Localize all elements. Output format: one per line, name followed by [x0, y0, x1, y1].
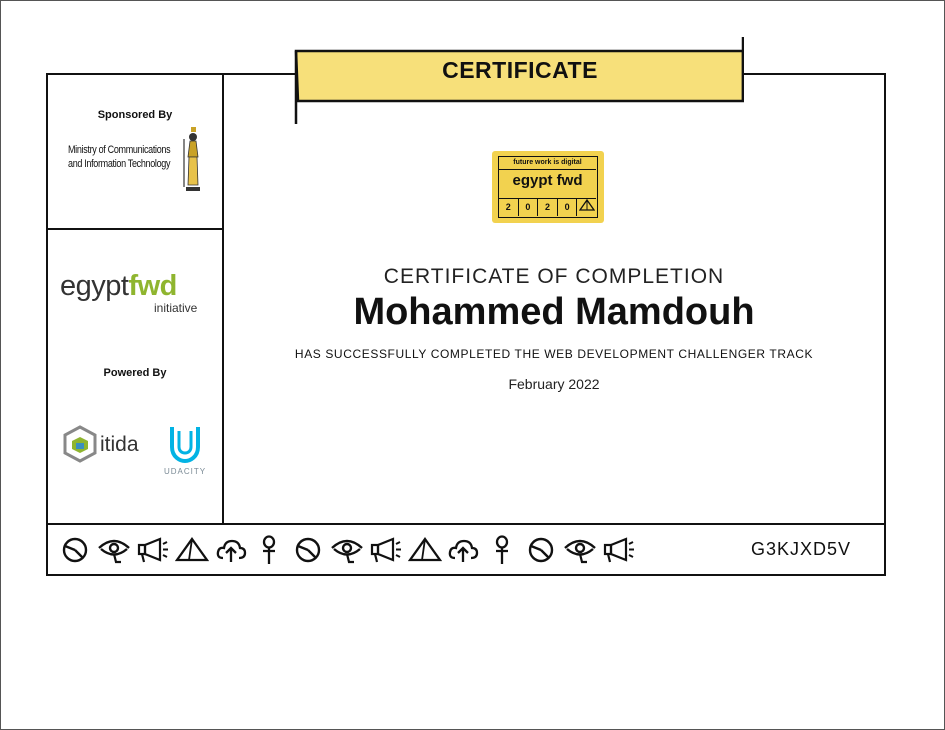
badge-pyramid-icon: [577, 199, 596, 216]
pie-icon: [56, 534, 95, 566]
badge-year-digit: 0: [519, 199, 539, 216]
udacity-wordmark: UDACITY: [164, 467, 207, 476]
badge-year-digit: 0: [558, 199, 578, 216]
ministry-line-2: and Information Technology: [68, 158, 171, 170]
initiative-label: initiative: [154, 301, 198, 315]
pyramid-icon: [405, 534, 444, 566]
icon-strip: [48, 523, 884, 574]
fwd-word: fwd: [128, 270, 177, 302]
eye-icon: [328, 534, 367, 566]
sponsored-by-label: Sponsored By: [97, 109, 173, 121]
certificate-title: CERTIFICATE OF COMPLETION: [383, 265, 725, 288]
badge-year-digit: 2: [499, 199, 519, 216]
ankh-icon: [483, 534, 522, 566]
eye-icon: [95, 534, 134, 566]
sponsor-box: [48, 75, 222, 230]
completion-description: HAS SUCCESSFULLY COMPLETED THE WEB DEVELOPMENT CHALLENGER TRACK: [294, 347, 814, 361]
recipient-name: Mohammed Mamdouh: [353, 291, 755, 333]
ankh-icon: [250, 534, 289, 566]
ministry-line-1: Ministry of Communications: [68, 144, 171, 156]
badge-tagline: future work is digital: [499, 157, 596, 170]
egypt-fwd-badge: [492, 151, 604, 223]
pie-icon: [522, 534, 561, 566]
sidebar: [48, 75, 224, 523]
eye-icon: [560, 534, 599, 566]
powered-by-label: Powered By: [103, 367, 167, 379]
megaphone-icon: [134, 534, 173, 566]
completion-date: February 2022: [508, 376, 600, 392]
pyramid-icon: [172, 534, 211, 566]
itida-icon: [62, 425, 98, 465]
certificate-frame: [46, 73, 886, 576]
megaphone-icon: [599, 534, 638, 566]
certificate-code: G3KJXD5V: [751, 539, 852, 559]
cloud-upload-icon: [211, 534, 250, 566]
cloud-upload-icon: [444, 534, 483, 566]
ministry-logo-text: [68, 143, 170, 171]
badge-name: egypt fwd: [512, 172, 583, 189]
pie-icon: [289, 534, 328, 566]
badge-frame: [498, 156, 598, 218]
pharaoh-icon: [180, 127, 206, 193]
itida-wordmark: itida: [100, 433, 139, 456]
egypt-word: egypt: [60, 270, 129, 302]
udacity-icon: [166, 423, 204, 465]
egypt-fwd-logo: [60, 270, 177, 303]
badge-year-row: [499, 198, 596, 216]
badge-year-digit: 2: [538, 199, 558, 216]
banner-label: CERTIFICATE: [442, 57, 598, 83]
icon-row: [56, 534, 638, 566]
megaphone-icon: [366, 534, 405, 566]
certificate-body: [224, 75, 884, 523]
